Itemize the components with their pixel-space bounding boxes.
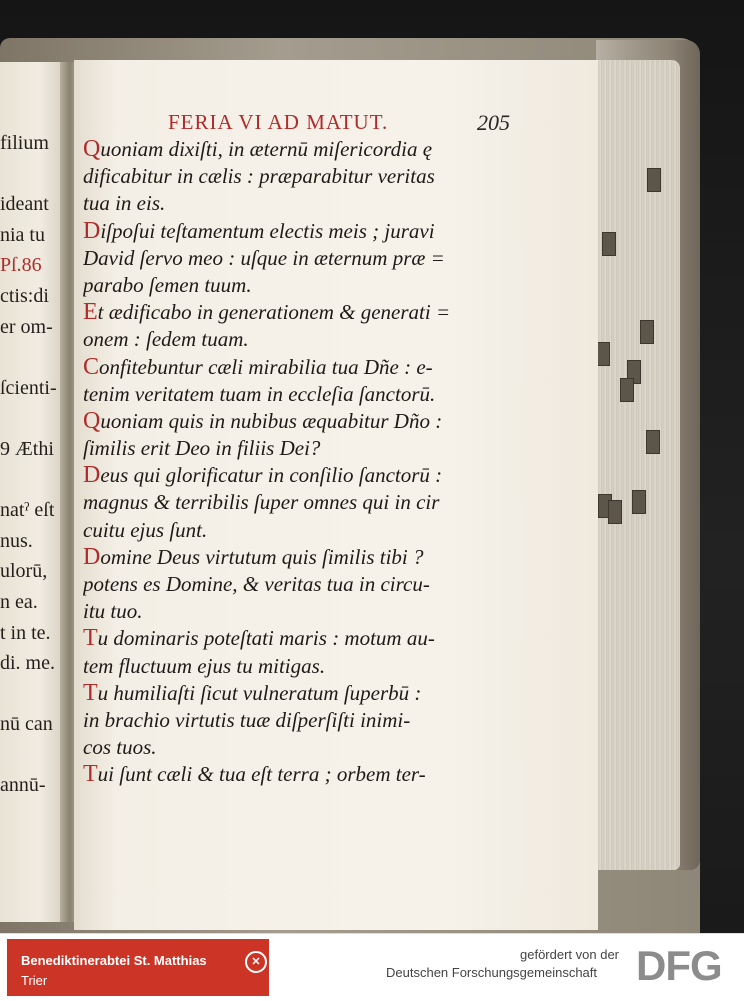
institution-logo-icon: ✕ [245, 951, 267, 973]
line-text: itu tuo. [83, 599, 143, 624]
footer-bar [0, 933, 744, 1001]
rubric-initial: T [83, 761, 98, 788]
page-tab [632, 490, 646, 514]
text-line [83, 245, 523, 272]
line-text: cos tuos. [83, 735, 157, 760]
line-text: onfitebuntur cæli mirabilia tua Dñe : e- [99, 354, 433, 379]
rubric-initial: C [83, 353, 100, 380]
left-page-line: ideant [0, 193, 49, 216]
left-page-line: ulorū, [0, 560, 48, 583]
institution-city: Trier [21, 973, 48, 988]
page-tab [602, 232, 616, 256]
text-line [83, 598, 523, 625]
left-page-line: Pſ.86 [0, 254, 42, 277]
text-line [83, 435, 523, 462]
text-line [83, 218, 523, 245]
rubric-initial: T [83, 625, 98, 652]
rubric-initial: D [83, 462, 101, 489]
page-tab [647, 168, 661, 192]
rubric-initial: Q [83, 136, 101, 162]
text-line [83, 354, 523, 381]
page-tab [646, 430, 660, 454]
line-text: eus qui glorificatur in conſilio ſanctorū : [100, 463, 443, 488]
rubric-initial: D [83, 217, 101, 244]
left-page-line: ſcienti- [0, 376, 57, 399]
left-page-line: er om- [0, 315, 53, 338]
text-line [83, 761, 523, 788]
line-text: onem : ſedem tuam. [83, 327, 249, 352]
line-text: t ædificabo in generationem & generati = [97, 300, 451, 325]
line-text: tem fluctuum ejus tu mitigas. [83, 653, 326, 678]
line-text: u humiliaſti ſicut vulneratum ſuperbū : [97, 680, 422, 705]
line-text: dificabitur in cælis : præparabitur veritas [83, 164, 435, 189]
page-fore-edge [592, 60, 680, 870]
text-line [83, 136, 523, 163]
rubric-initial: D [83, 543, 101, 570]
line-text: u dominaris poteſtati maris : motum au- [97, 626, 435, 651]
left-page-line: t in te. [0, 621, 51, 644]
text-line [83, 625, 523, 652]
line-text: David ſervo meo : uſque in æternum præ = [83, 245, 445, 270]
text-line [83, 163, 523, 190]
right-page-text [83, 136, 523, 789]
left-page-line: nia tu [0, 223, 45, 246]
line-text: in brachio virtutis tuæ diſperſiſti inimi- [83, 707, 411, 732]
text-line [83, 326, 523, 353]
page-tab [608, 500, 622, 524]
page-tab [596, 342, 610, 366]
left-page-line: di. me. [0, 652, 55, 675]
line-text: magnus & terribilis ſuper omnes qui in cir [83, 490, 440, 515]
left-page-line: nū can [0, 713, 53, 736]
text-line [83, 489, 523, 516]
text-line [83, 408, 523, 435]
left-page-line: filium [0, 132, 49, 154]
line-text: uoniam dixiſti, in æternū miſericordia ę [100, 137, 433, 161]
line-text: uoniam quis in nubibus æquabitur Dño : [100, 408, 443, 433]
left-page-line: n ea. [0, 590, 38, 613]
text-line [83, 653, 523, 680]
text-line [83, 462, 523, 489]
line-text: ui ſunt cæli & tua eſt terra ; orbem ter- [97, 762, 426, 787]
text-line [83, 734, 523, 761]
rubric-initial: Q [83, 407, 101, 434]
institution-name: Benediktinerabtei St. Matthias [21, 953, 207, 968]
dfg-logo[interactable]: DFG [636, 942, 722, 989]
page-tab [620, 378, 634, 402]
funding-line-1: gefördert von der [520, 947, 620, 962]
text-line [83, 517, 523, 544]
left-page-line: nus. [0, 529, 33, 552]
text-line [83, 272, 523, 299]
line-text: tua in eis. [83, 191, 166, 216]
line-text: iſpoſui teſtamentum electis meis ; juravi [100, 218, 435, 243]
line-text: cuitu ejus ſunt. [83, 517, 208, 542]
text-line [83, 571, 523, 598]
rubric-initial: E [83, 299, 98, 326]
line-text: tenim veritatem tuam in eccleſia ſanctorū. [83, 381, 436, 406]
line-text: potens es Domine, & veritas tua in circu- [83, 572, 430, 596]
text-line [83, 680, 523, 707]
institution-banner[interactable] [7, 939, 269, 996]
left-page-line: ctis:di [0, 284, 49, 307]
left-page-line: annū- [0, 774, 46, 797]
page-number: 205 [477, 110, 510, 135]
text-line [83, 544, 523, 571]
text-line [83, 299, 523, 326]
line-text: ſimilis erit Deo in filiis Dei? [83, 436, 321, 461]
line-text: parabo ſemen tuum. [83, 272, 252, 297]
left-page-line: natˀ eſt [0, 499, 55, 522]
running-head: FERIA VI AD MATUT. [168, 110, 389, 134]
rubric-initial: T [83, 679, 98, 706]
text-line [83, 707, 523, 734]
funding-line-2: Deutschen Forschungsgemeinschaft [386, 965, 598, 980]
page-tab [640, 320, 654, 344]
text-line [83, 190, 523, 217]
line-text: omine Deus virtutum quis ſimilis tibi ? [100, 544, 424, 569]
text-line [83, 381, 523, 408]
left-page-line: 9 Æthi [0, 437, 54, 460]
